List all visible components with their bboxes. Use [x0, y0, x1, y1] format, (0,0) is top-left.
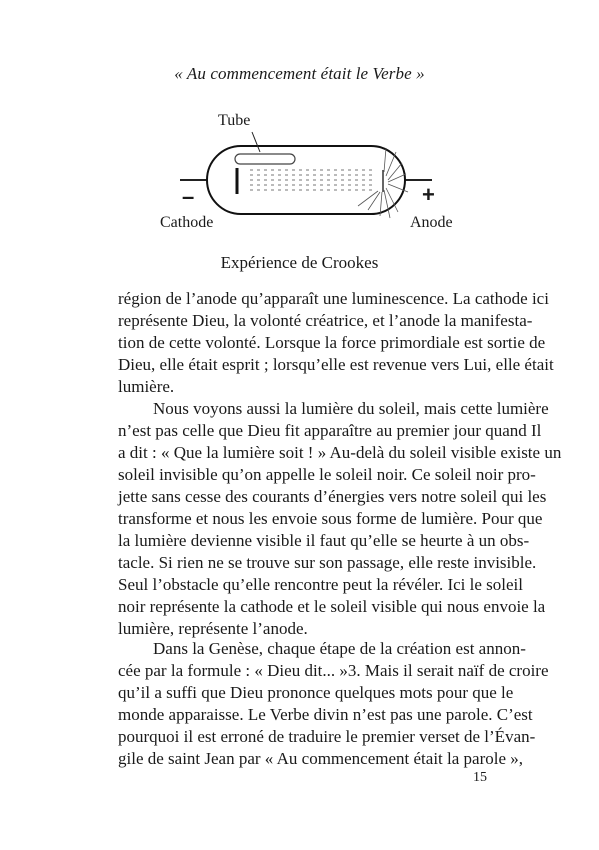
crookes-tube-figure	[140, 108, 460, 243]
text-line: tacle. Si rien ne se trouve sur son passage, elle reste invisible.	[118, 553, 537, 572]
anode-label: Anode	[410, 214, 453, 231]
text-line: lumière, représente l’anode.	[118, 619, 308, 638]
text-line: soleil invisible qu’on appelle le soleil noir. Ce soleil noir pro-	[118, 465, 536, 484]
text-line: qu’il a suffi que Dieu prononce quelques mots pour que le	[118, 683, 514, 702]
text-line: cée par la formule : « Dieu dit... »3. Mais il serait naïf de croire	[118, 661, 549, 680]
page-number: 15	[473, 770, 487, 785]
text-line: Dieu, elle était esprit ; lorsqu’elle est revenue vers Lui, elle était	[118, 355, 554, 374]
text-line: représente Dieu, la volonté créatrice, et l’anode la manifesta-	[118, 311, 533, 330]
text-line: Dans la Genèse, chaque étape de la création est annon-	[153, 639, 526, 658]
text-line: Nous voyons aussi la lumière du soleil, mais cette lumière	[153, 399, 549, 418]
paragraph-3	[118, 638, 549, 770]
figure-caption: Expérience de Crookes	[220, 253, 379, 272]
text-line: noir représente la cathode et le soleil visible qui nous envoie la	[118, 597, 546, 616]
text-line: n’est pas celle que Dieu fit apparaître au premier jour quand Il	[118, 421, 542, 440]
text-line: lumière.	[118, 377, 175, 396]
text-line: transforme et nous les envoie sous forme de lumière. Pour que	[118, 509, 543, 528]
minus-sign: –	[182, 184, 195, 209]
tube-label: Tube	[218, 112, 251, 129]
text-line: Seul l’obstacle qu’elle rencontre peut la révéler. Ici le soleil	[118, 575, 523, 594]
text-line: tion de cette volonté. Lorsque la force primordiale est sortie de	[118, 333, 546, 352]
paragraph-1	[118, 288, 554, 398]
paragraph-2	[118, 398, 562, 640]
text-line: la lumière devienne visible il faut qu’elle se heurte à un obs-	[118, 531, 530, 550]
running-header: « Au commencement était le Verbe »	[174, 64, 425, 83]
text-line: monde apparaisse. Le Verbe divin n’est pas une parole. C’est	[118, 705, 533, 724]
text-line: pourquoi il est erroné de traduire le premier verset de l’Évan-	[118, 727, 536, 746]
cathode-label: Cathode	[160, 214, 214, 231]
text-line: jette sans cesse des courants d’énergies vers notre soleil qui les	[118, 487, 547, 506]
text-line: région de l’anode qu’apparaît une luminescence. La cathode ici	[118, 289, 549, 308]
text-line: gile de saint Jean par « Au commencement était la parole »,	[118, 749, 524, 768]
plus-sign: +	[422, 182, 435, 207]
text-line: a dit : « Que la lumière soit ! » Au-delà du soleil visible existe un	[118, 443, 562, 462]
